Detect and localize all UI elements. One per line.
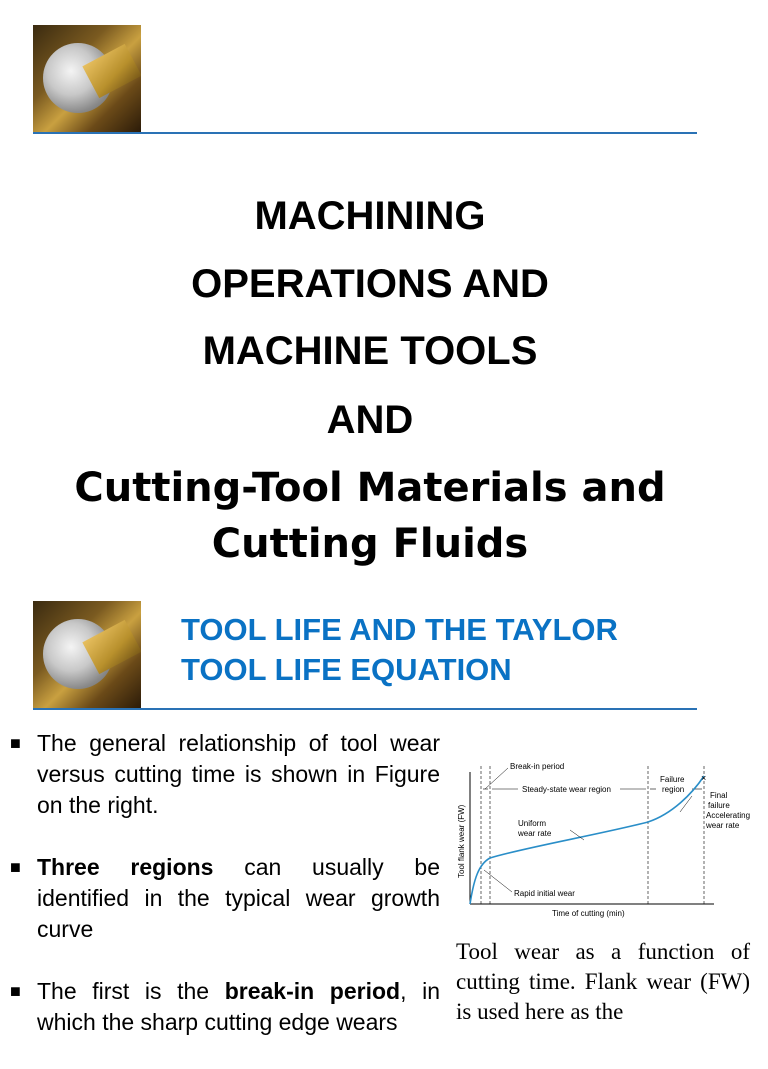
title-line-1: MACHINING	[254, 194, 486, 238]
label-accel-2: wear rate	[706, 821, 740, 830]
bullet-bold-text: break-in period	[224, 978, 401, 1004]
bullet-item-2	[10, 852, 440, 945]
section-title-line-2: TOOL LIFE EQUATION	[181, 652, 512, 687]
label-final-1: Final	[710, 791, 728, 800]
label-break-in: Break-in period	[510, 762, 565, 771]
header-divider	[33, 132, 697, 134]
bullet-text: , in which the sharp cutting edge wears	[37, 978, 440, 1035]
bullet-item-1	[10, 728, 440, 821]
y-axis-label: Tool flank wear (FW)	[457, 804, 466, 878]
label-uniform-1: Uniform	[518, 819, 547, 828]
wear-curve	[470, 776, 704, 904]
bullet-square-icon: ■	[10, 981, 21, 1001]
bullet-list	[10, 728, 440, 1069]
bullet-square-icon: ■	[10, 857, 21, 877]
label-failure-1: Failure	[660, 775, 685, 784]
figure-caption: Tool wear as a function of cutting time. Flank wear (FW) is used here as the	[456, 939, 750, 1024]
machining-header-image	[33, 25, 141, 133]
title-line-4: AND	[326, 398, 414, 442]
bullet-text: The first is the	[37, 978, 225, 1004]
section-title-line-1: TOOL LIFE AND THE TAYLOR	[181, 612, 618, 647]
label-final-2: failure	[708, 801, 730, 810]
bullet-square-icon: ■	[10, 733, 21, 753]
rapid-leader	[484, 870, 512, 892]
title-line-2: OPERATIONS AND	[191, 262, 549, 306]
section-divider	[33, 708, 697, 710]
label-uniform-2: wear rate	[518, 829, 552, 838]
label-failure-2: region	[662, 785, 685, 794]
x-axis-label: Time of cutting (min)	[552, 909, 625, 918]
label-steady: Steady-state wear region	[522, 785, 611, 794]
label-accel-1: Accelerating	[706, 811, 751, 820]
label-rapid: Rapid initial wear	[514, 889, 575, 898]
break-in-leader	[485, 768, 508, 789]
bullet-item-3	[10, 976, 440, 1038]
bullet-bold-text: Three regions	[37, 854, 214, 880]
subtitle-line-1: Cutting-Tool Materials and	[74, 465, 666, 511]
tool-wear-figure	[452, 752, 758, 922]
subtitle-line-2: Cutting Fluids	[211, 521, 529, 567]
machining-header-image-2	[33, 601, 141, 709]
title-line-3: MACHINE TOOLS	[202, 329, 538, 373]
bullet-text: The general relationship of tool wear versus cutting time is shown in Figure on the right.	[37, 730, 440, 818]
final-failure-mark: ×	[701, 773, 707, 783]
bullet-text: can usually be identified in the typical wear growth curve	[37, 854, 440, 942]
